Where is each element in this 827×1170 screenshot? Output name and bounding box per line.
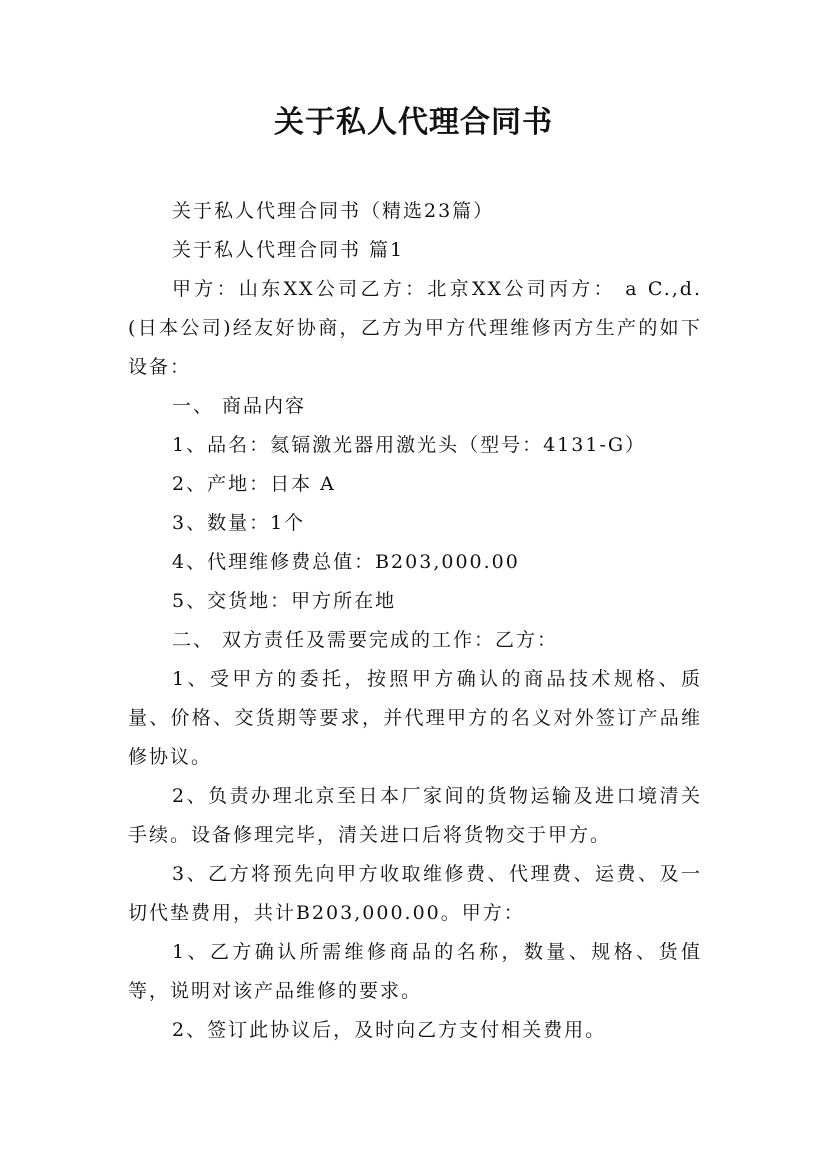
- paragraph: 1、乙方确认所需维修商品的名称，数量、规格、货值等，说明对该产品维修的要求。: [128, 941, 702, 1002]
- paragraph: 关于私人代理合同书 篇1: [172, 239, 405, 261]
- paragraph: 关于私人代理合同书（精选23篇）: [172, 200, 495, 222]
- paragraph: 2、签订此协议后，及时向乙方支付相关费用。: [172, 1019, 607, 1041]
- paragraph: 甲方：山东XX公司乙方：北京XX公司丙方： a C.,d. (日本公司)经友好协商，乙方为甲方代理维修丙方生产的如下设备：: [128, 278, 702, 378]
- paragraph: 3、乙方将预先向甲方收取维修费、代理费、运费、及一切代垫费用，共计B203,000.00。甲方：: [128, 863, 702, 924]
- paragraph: 一、 商品内容: [172, 395, 307, 417]
- document-body: [128, 192, 702, 1050]
- paragraph: 3、数量：1个: [172, 512, 306, 534]
- paragraph: 2、负责办理北京至日本厂家间的货物运输及进口境清关手续。设备修理完毕，清关进口后将货物交于甲方。: [128, 785, 702, 846]
- paragraph: 1、品名：氦镉激光器用激光头（型号：4131-G）: [172, 434, 647, 456]
- document-title: 关于私人代理合同书: [274, 105, 553, 140]
- paragraph: 4、代理维修费总值：B203,000.00: [172, 551, 520, 573]
- paragraph: 5、交货地：甲方所在地: [172, 590, 397, 612]
- paragraph: 1、受甲方的委托，按照甲方确认的商品技术规格、质量、价格、交货期等要求，并代理甲方的名义对外签订产品维修协议。: [128, 668, 702, 768]
- paragraph: 2、产地：日本 A: [172, 473, 336, 495]
- paragraph: 二、 双方责任及需要完成的工作：乙方：: [172, 629, 559, 651]
